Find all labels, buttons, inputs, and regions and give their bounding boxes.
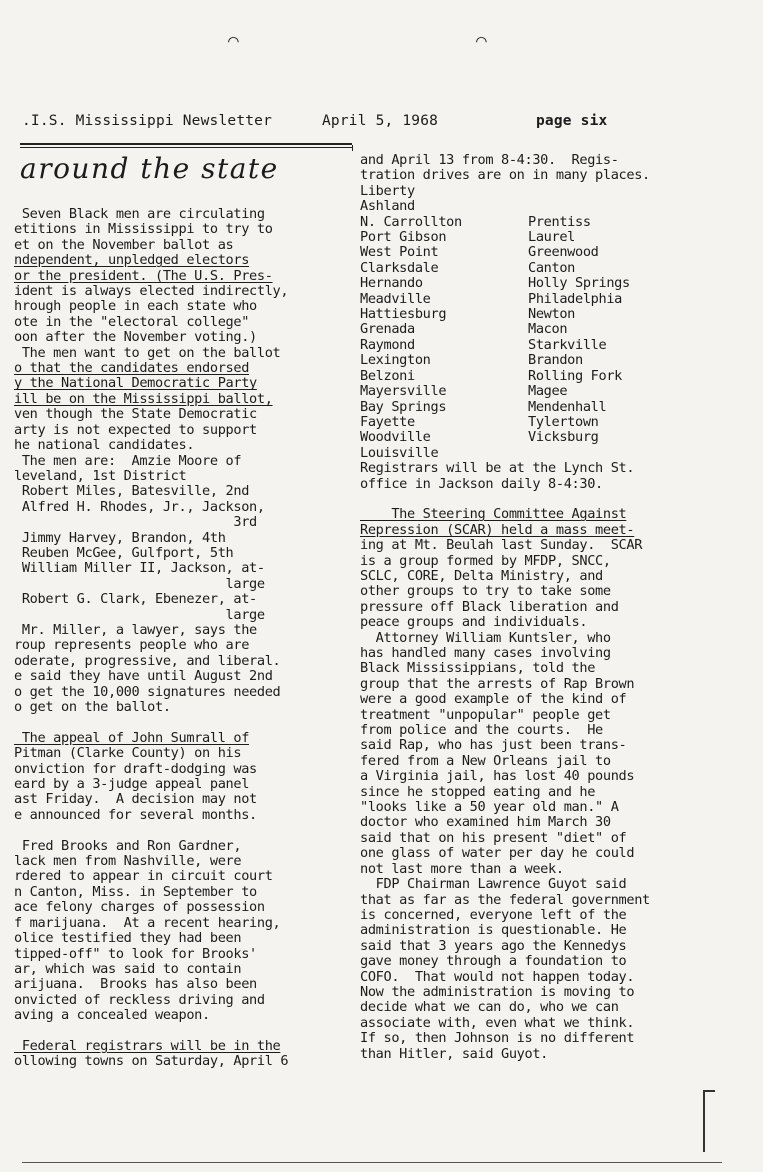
town-row bbox=[360, 338, 755, 353]
town-name: Mendenhall bbox=[528, 398, 607, 415]
town-name bbox=[528, 184, 696, 199]
text-line: said that 3 years ago the Kennedys bbox=[360, 937, 627, 954]
text-line: leveland, 1st District bbox=[14, 467, 187, 484]
towns-list bbox=[360, 184, 755, 461]
text-line: et on the November ballot as bbox=[14, 236, 234, 253]
text-line: The men want to get on the ballot bbox=[14, 344, 281, 361]
town-name: Macon bbox=[528, 321, 568, 338]
town-name: Greenwood bbox=[528, 244, 599, 261]
town-row bbox=[360, 230, 755, 245]
town-name: Lexington bbox=[360, 352, 431, 369]
text-line: Repression (SCAR) held a mass meet- bbox=[360, 521, 635, 538]
text-line: o get on the ballot. bbox=[14, 699, 171, 715]
text-line: onvicted of reckless driving and bbox=[14, 991, 265, 1008]
text-line: Fred Brooks and Ron Gardner, bbox=[14, 837, 242, 854]
town-name: Hernando bbox=[360, 275, 423, 292]
text-line: Seven Black men are circulating bbox=[14, 206, 265, 222]
text-line: If so, then Johnson is no different bbox=[360, 1030, 635, 1047]
text-line: 3rd bbox=[14, 514, 257, 531]
text-line: one glass of water per day he could bbox=[360, 845, 635, 862]
town-name: Port Gibson bbox=[360, 229, 447, 246]
town-name: West Point bbox=[360, 244, 439, 261]
text-line: ar, which was said to contain bbox=[14, 960, 242, 977]
town-row bbox=[360, 292, 755, 307]
town-name: Laurel bbox=[528, 229, 576, 246]
text-line: arijuana. Brooks has also been bbox=[14, 976, 257, 993]
text-line: e announced for several months. bbox=[14, 806, 257, 823]
text-line: Reuben McGee, Gulfport, 5th bbox=[14, 544, 234, 561]
registration-intro bbox=[360, 153, 755, 184]
town-name: Belzoni bbox=[360, 367, 415, 384]
text-line: were a good example of the kind of bbox=[360, 691, 627, 708]
town-name: Tylertown bbox=[528, 413, 599, 430]
text-line: and April 13 from 8-4:30. Regis- bbox=[360, 152, 619, 168]
town-name: Holly Springs bbox=[528, 275, 630, 292]
text-line: eard by a 3-judge appeal panel bbox=[14, 776, 250, 793]
text-line: Robert Miles, Batesville, 2nd bbox=[14, 483, 250, 500]
text-line: SCLC, CORE, Delta Ministry, and bbox=[360, 567, 603, 584]
town-row bbox=[360, 261, 755, 276]
text-line: Attorney William Kuntsler, who bbox=[360, 629, 611, 646]
text-line bbox=[14, 1024, 350, 1039]
hole-punch-mark-left: ⌒ bbox=[228, 30, 239, 51]
text-line: peace groups and individuals. bbox=[360, 614, 588, 631]
town-row bbox=[360, 184, 755, 199]
header-rule-double bbox=[20, 147, 352, 148]
town-row bbox=[360, 215, 755, 230]
town-name: Canton bbox=[528, 259, 576, 276]
town-row bbox=[360, 276, 755, 291]
text-line: Now the administration is moving to bbox=[360, 983, 635, 1000]
text-line: decide what we can do, who we can bbox=[360, 999, 619, 1016]
town-name: Clarksdale bbox=[360, 259, 439, 276]
text-line: ote in the "electoral college" bbox=[14, 313, 250, 330]
text-line: than Hitler, said Guyot. bbox=[360, 1045, 549, 1062]
town-name: Rolling Fork bbox=[528, 367, 623, 384]
text-line: ace felony charges of possession bbox=[14, 899, 265, 916]
text-line: William Miller II, Jackson, at- bbox=[14, 560, 265, 577]
text-line bbox=[14, 823, 350, 838]
text-line: "looks like a 50 year old man." A bbox=[360, 799, 619, 816]
text-line: group that the arrests of Rap Brown bbox=[360, 675, 635, 692]
town-row bbox=[360, 415, 755, 430]
text-line: The appeal of John Sumrall of bbox=[14, 729, 250, 746]
text-line: large bbox=[14, 606, 265, 623]
text-line: ill be on the Mississippi ballot, bbox=[14, 390, 273, 407]
text-line bbox=[14, 715, 350, 730]
text-line: treatment "unpopular" people get bbox=[360, 706, 611, 723]
text-line: COFO. That would not happen today. bbox=[360, 968, 635, 985]
text-line: y the National Democratic Party bbox=[14, 375, 257, 392]
text-line: hrough people in each state who bbox=[14, 298, 257, 315]
town-name: Liberty bbox=[360, 182, 415, 199]
text-line: Federal registrars will be in the bbox=[14, 1037, 281, 1054]
town-name: Ashland bbox=[360, 198, 415, 215]
town-name: Grenada bbox=[360, 321, 415, 338]
bottom-edge-rule bbox=[22, 1162, 722, 1163]
text-line: from police and the courts. He bbox=[360, 722, 603, 739]
text-line: oon after the November voting.) bbox=[14, 329, 257, 346]
text-line: said Rap, who has just been trans- bbox=[360, 737, 627, 754]
text-line: ident is always elected indirectly, bbox=[14, 283, 289, 300]
text-line: ast Friday. A decision may not bbox=[14, 791, 257, 808]
town-name: Vicksburg bbox=[528, 429, 599, 446]
town-name bbox=[528, 446, 696, 461]
text-line: etitions in Mississippi to try to bbox=[14, 221, 273, 238]
text-line: n Canton, Miss. in September to bbox=[14, 883, 257, 900]
text-line: pressure off Black liberation and bbox=[360, 598, 619, 615]
text-line bbox=[360, 492, 755, 507]
page-number: page six bbox=[536, 113, 608, 129]
hole-punch-mark-right: ⌒ bbox=[476, 30, 487, 51]
town-name bbox=[528, 199, 696, 214]
text-line: other groups to try to take some bbox=[360, 583, 611, 600]
text-line: Black Mississippians, told the bbox=[360, 660, 596, 677]
text-line: f marijuana. At a recent hearing, bbox=[14, 914, 281, 931]
town-name: Meadville bbox=[360, 290, 431, 307]
text-line: ing at Mt. Beulah last Sunday. SCAR bbox=[360, 537, 643, 554]
town-name: Fayette bbox=[360, 413, 415, 430]
text-line: is concerned, everyone left of the bbox=[360, 906, 627, 923]
text-line: or the president. (The U.S. Pres- bbox=[14, 267, 273, 284]
text-line: tipped-off" to look for Brooks' bbox=[14, 945, 257, 962]
town-name: Woodville bbox=[360, 429, 431, 446]
town-row bbox=[360, 446, 755, 461]
right-column bbox=[360, 153, 755, 1062]
text-line: The men are: Amzie Moore of bbox=[14, 452, 242, 469]
text-line: a Virginia jail, has lost 40 pounds bbox=[360, 768, 635, 785]
text-line: e said they have until August 2nd bbox=[14, 668, 273, 685]
text-line: FDP Chairman Lawrence Guyot said bbox=[360, 876, 627, 893]
text-line: associate with, even what we think. bbox=[360, 1014, 635, 1031]
corner-bracket bbox=[703, 1090, 715, 1152]
town-name: N. Carrollton bbox=[360, 213, 462, 230]
town-name: Bay Springs bbox=[360, 398, 447, 415]
town-row bbox=[360, 430, 755, 445]
town-name: Brandon bbox=[528, 352, 583, 369]
newsletter-name: .I.S. Mississippi Newsletter bbox=[22, 113, 273, 129]
text-line: Robert G. Clark, Ebenezer, at- bbox=[14, 591, 257, 608]
town-row bbox=[360, 199, 755, 214]
text-line: rdered to appear in circuit court bbox=[14, 868, 273, 885]
issue-date: April 5, 1968 bbox=[322, 113, 439, 129]
text-line: olice testified they had been bbox=[14, 930, 242, 947]
text-line: not last more than a week. bbox=[360, 860, 564, 877]
left-column bbox=[14, 207, 350, 1070]
town-row bbox=[360, 369, 755, 384]
text-line: since he stopped eating and he bbox=[360, 783, 596, 800]
text-line: office in Jackson daily 8-4:30. bbox=[360, 475, 603, 492]
text-line: tration drives are on in many places. bbox=[360, 167, 650, 184]
text-line: ndependent, unpledged electors bbox=[14, 252, 250, 269]
town-name: Newton bbox=[528, 306, 576, 323]
text-line: Registrars will be at the Lynch St. bbox=[360, 460, 635, 477]
text-line: o get the 10,000 signatures needed bbox=[14, 683, 281, 700]
text-line: oderate, progressive, and liberal. bbox=[14, 652, 281, 669]
town-name: Magee bbox=[528, 383, 568, 400]
text-line: Jimmy Harvey, Brandon, 4th bbox=[14, 529, 226, 546]
text-line: large bbox=[14, 575, 265, 592]
town-name: Mayersville bbox=[360, 383, 447, 400]
town-name: Hattiesburg bbox=[360, 306, 447, 323]
text-line: is a group formed by MFDP, SNCC, bbox=[360, 552, 611, 569]
text-line: gave money through a foundation to bbox=[360, 953, 627, 970]
town-row bbox=[360, 307, 755, 322]
text-line: doctor who examined him March 30 bbox=[360, 814, 611, 831]
town-name: Philadelphia bbox=[528, 290, 623, 307]
text-line: has handled many cases involving bbox=[360, 645, 611, 661]
town-row bbox=[360, 353, 755, 368]
town-row bbox=[360, 245, 755, 260]
town-name: Louisville bbox=[360, 444, 439, 461]
header-rule bbox=[20, 143, 352, 145]
right-body-text bbox=[360, 461, 755, 1062]
text-line: Mr. Miller, a lawyer, says the bbox=[14, 621, 257, 638]
text-line: o that the candidates endorsed bbox=[14, 360, 250, 377]
town-row bbox=[360, 384, 755, 399]
town-row bbox=[360, 400, 755, 415]
town-name: Starkville bbox=[528, 336, 607, 353]
text-line: Pitman (Clarke County) on his bbox=[14, 745, 242, 762]
town-name: Prentiss bbox=[528, 213, 591, 230]
text-line: roup represents people who are bbox=[14, 637, 250, 654]
text-line: ollowing towns on Saturday, April 6 bbox=[14, 1053, 289, 1070]
text-line: lack men from Nashville, were bbox=[14, 853, 242, 870]
text-line: Alfred H. Rhodes, Jr., Jackson, bbox=[14, 498, 265, 515]
text-line: arty is not expected to support bbox=[14, 421, 257, 438]
text-line: fered from a New Orleans jail to bbox=[360, 752, 611, 769]
text-line: The Steering Committee Against bbox=[360, 506, 627, 523]
text-line: ven though the State Democratic bbox=[14, 406, 257, 423]
text-line: onviction for draft-dodging was bbox=[14, 760, 257, 777]
column-divider bbox=[352, 145, 353, 151]
text-line: that as far as the federal government bbox=[360, 891, 650, 908]
section-title: around the state bbox=[20, 152, 279, 185]
text-line: he national candidates. bbox=[14, 437, 195, 454]
town-name: Raymond bbox=[360, 336, 415, 353]
text-line: administration is questionable. He bbox=[360, 922, 627, 939]
text-line: aving a concealed weapon. bbox=[14, 1007, 210, 1024]
town-row bbox=[360, 322, 755, 337]
text-line: said that on his present "diet" of bbox=[360, 829, 627, 846]
